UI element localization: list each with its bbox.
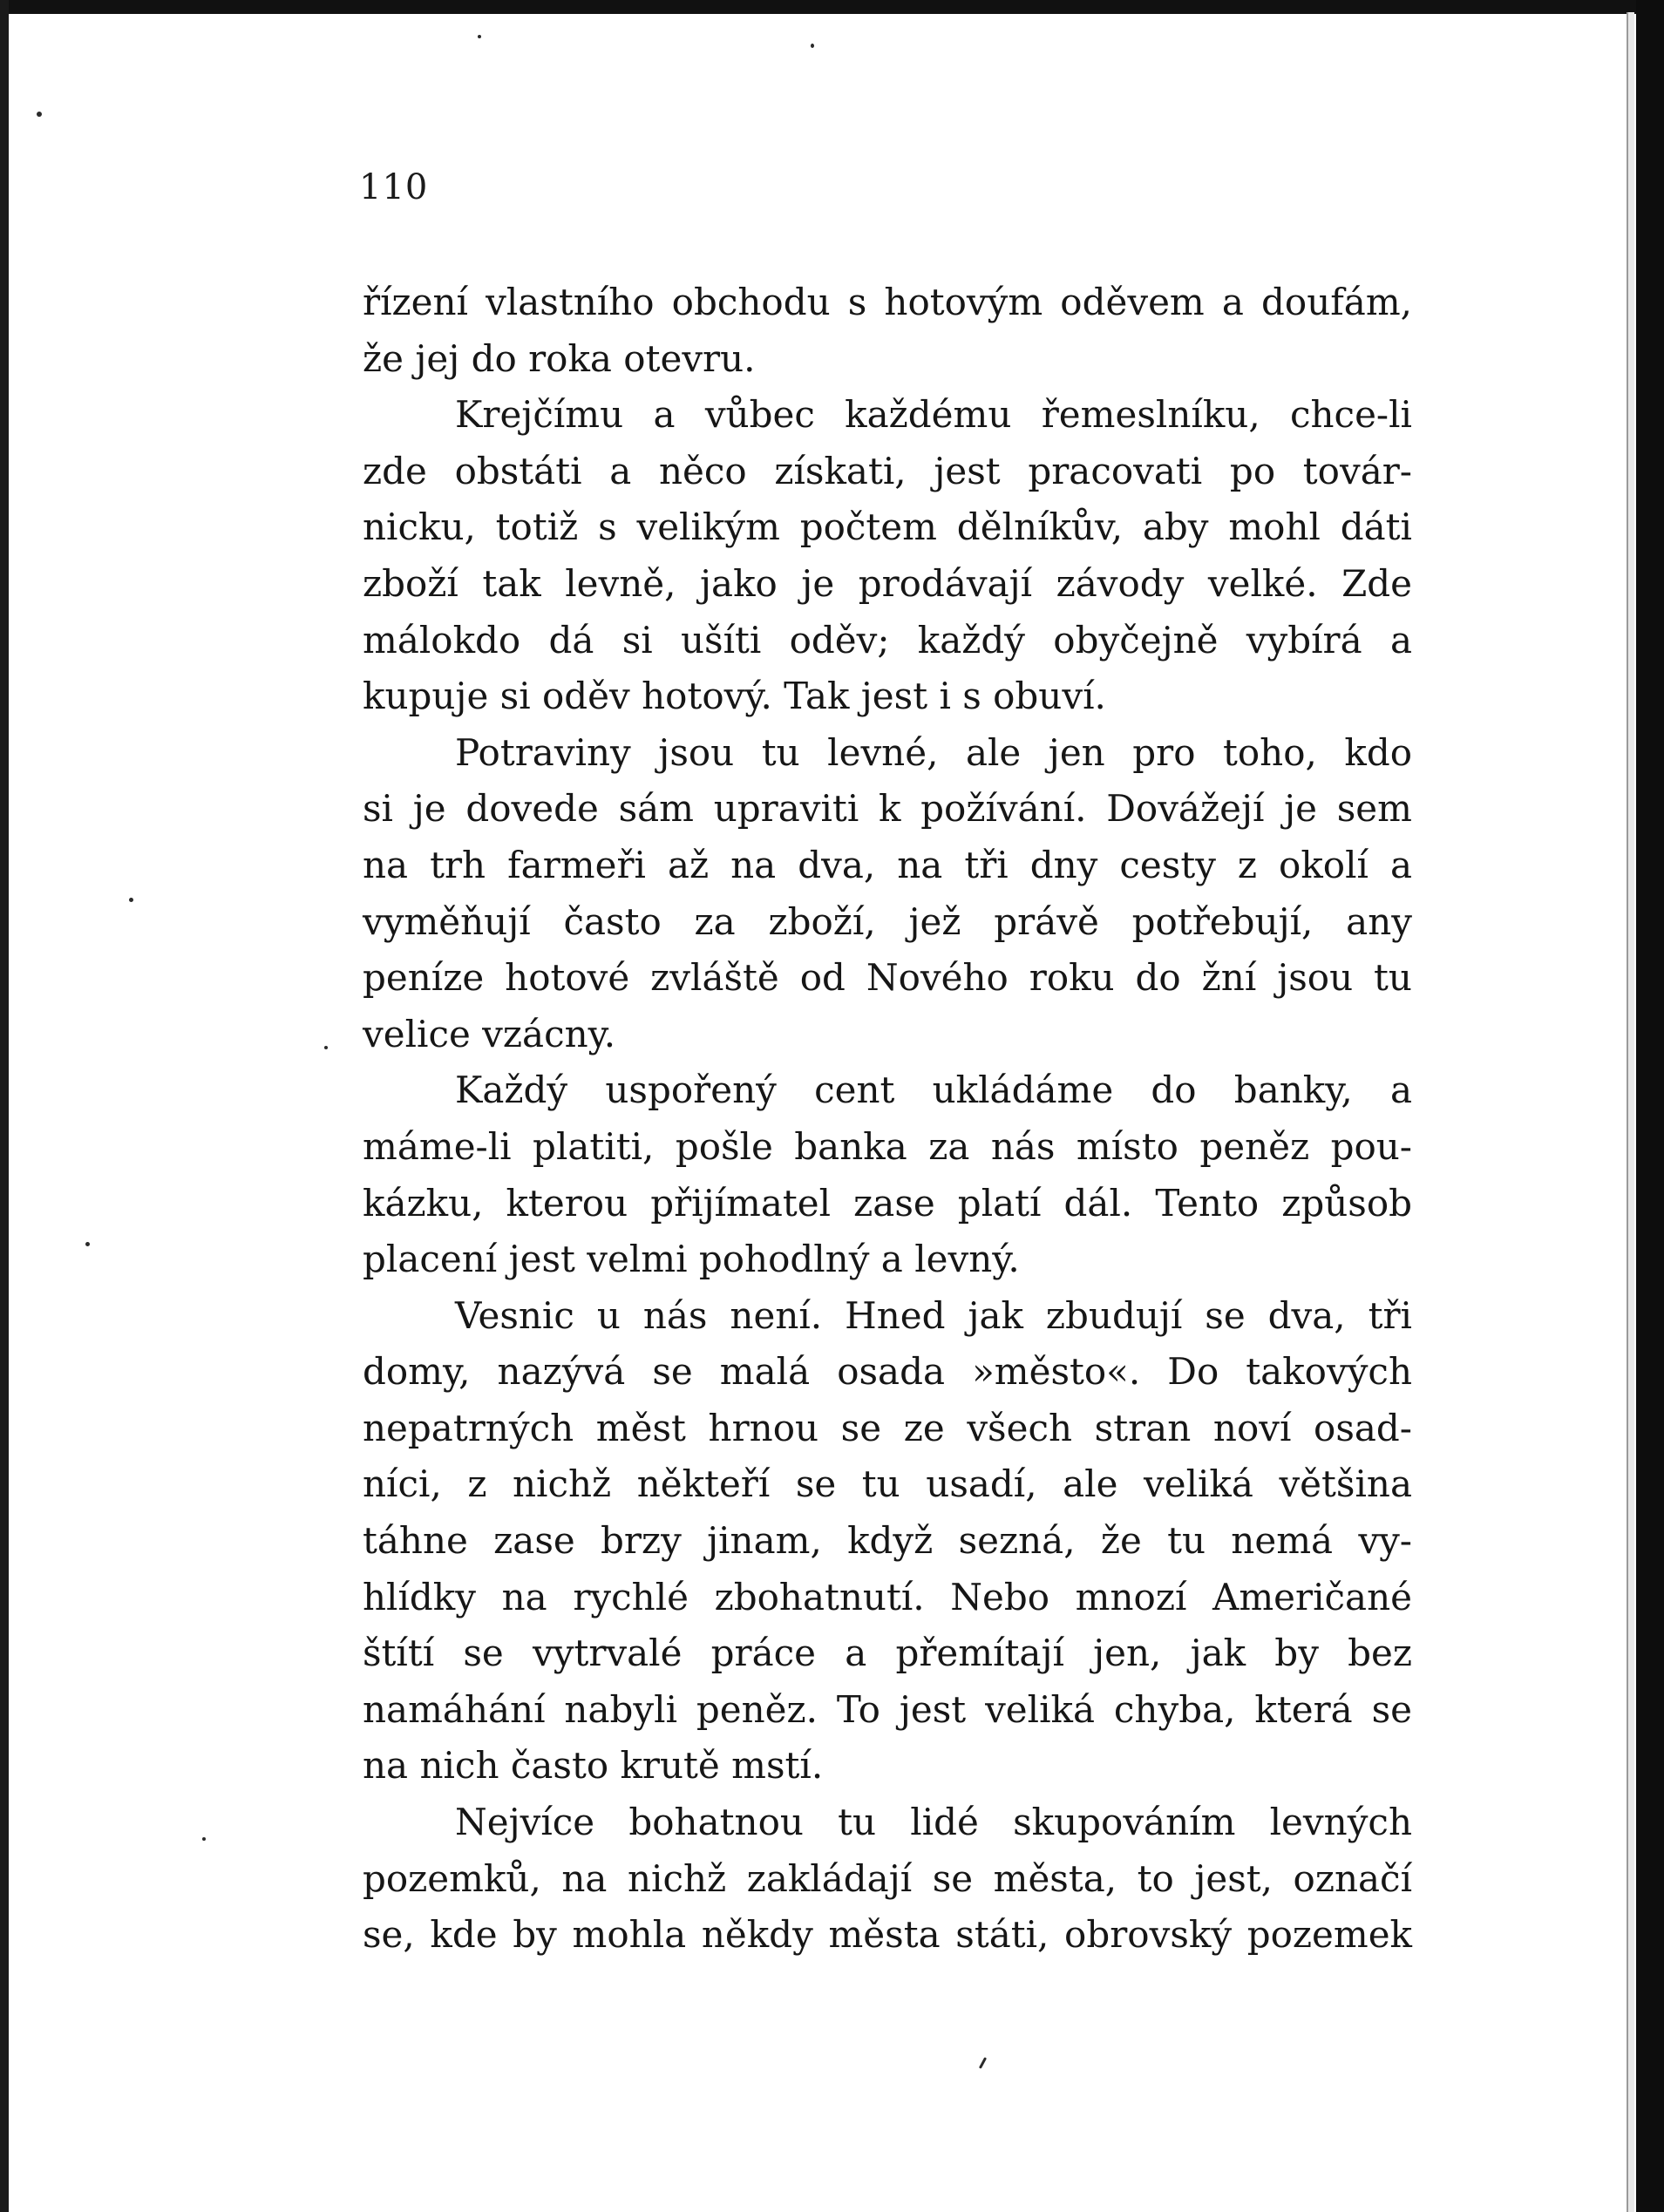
scan-border-left [0, 0, 9, 2212]
scan-speck [202, 1837, 206, 1841]
text-line: Každý uspořený cent ukládáme do banky, a [455, 1069, 1412, 1112]
text-line: hlídky na rychlé zbohatnutí. Nebo mnozí Američané [363, 1575, 1412, 1618]
scan-border-top [0, 0, 1664, 14]
text-line: Vesnic u nás není. Hned jak zbudují se dva, tři [455, 1293, 1412, 1337]
text-line: nicku, totiž s velikým počtem dělníkův, aby mohl dáti [363, 506, 1412, 549]
text-line: pozemků, na nichž zakládají se města, to jest, označí [363, 1856, 1412, 1900]
text-line: řízení vlastního obchodu s hotovým oděvem a doufám, [363, 281, 1412, 323]
paragraph [363, 1795, 1412, 1964]
text-line: vyměňují často za zboží, jež právě potřebují, any [363, 899, 1412, 943]
text-line: namáhání nabyli peněz. To jest veliká chyba, která se [363, 1687, 1412, 1731]
paragraph [363, 275, 1412, 387]
scan-speck [979, 2057, 987, 2069]
scan-speck [324, 1046, 328, 1049]
text-line: nepatrných měst hrnou se ze všech stran noví osad- [363, 1406, 1412, 1449]
text-line: na nich často krutě mstí. [363, 1744, 824, 1788]
text-line: že jej do roka otevru. [363, 336, 756, 380]
page-edge [1627, 12, 1634, 2212]
text-line: níci, z nichž někteří se tu usadí, ale veliká většina [363, 1462, 1412, 1506]
body-text [363, 275, 1412, 1964]
scan-speck [129, 898, 133, 902]
text-line: málokdo dá si ušíti oděv; každý obyčejně vybírá a [363, 618, 1412, 662]
text-line: se, kde by mohla někdy města státi, obrovský pozemek [363, 1913, 1412, 1957]
scan-speck [37, 112, 42, 117]
scan-speck [478, 35, 481, 38]
text-line: Nejvíce bohatnou tu lidé skupováním levných [455, 1801, 1412, 1844]
scan-border-right [1636, 0, 1664, 2212]
text-line: velice vzácny. [363, 1012, 616, 1055]
text-line: zde obstáti a něco získati, jest pracovati po továr- [363, 449, 1412, 492]
paragraph [363, 725, 1412, 1063]
paragraph [363, 387, 1412, 725]
text-line: štítí se vytrvalé práce a přemítají jen, jak by bez [363, 1632, 1412, 1675]
text-line: Potraviny jsou tu levné, ale jen pro toho, kdo [455, 730, 1412, 774]
text-line: placení jest velmi pohodlný a levný. [363, 1238, 1020, 1281]
paragraph [363, 1062, 1412, 1287]
text-line: kázku, kterou přijímatel zase platí dál. Tento způsob [363, 1181, 1412, 1225]
text-line: zboží tak levně, jako je prodávají závody velké. Zde [363, 561, 1412, 605]
text-line: Krejčímu a vůbec každému řemeslníku, chce-li [455, 393, 1412, 437]
page-number: 110 [359, 167, 429, 207]
text-line: peníze hotové zvláště od Nového roku do žní jsou tu [363, 956, 1412, 1000]
text-line: si je dovede sám upraviti k požívání. Dovážejí je sem [363, 787, 1412, 831]
scan-speck [811, 44, 814, 48]
text-line: kupuje si oděv hotový. Tak jest i s obuví. [363, 675, 1106, 718]
text-line: na trh farmeři až na dva, na tři dny cesty z okolí a [363, 843, 1412, 886]
text-line: táhne zase brzy jinam, když sezná, že tu nemá vy- [363, 1519, 1412, 1563]
text-line: máme-li platiti, pošle banka za nás místo peněz pou- [363, 1124, 1412, 1168]
text-line: domy, nazývá se malá osada »město«. Do takových [363, 1350, 1412, 1394]
scan-speck [85, 1242, 90, 1246]
paragraph [363, 1288, 1412, 1795]
